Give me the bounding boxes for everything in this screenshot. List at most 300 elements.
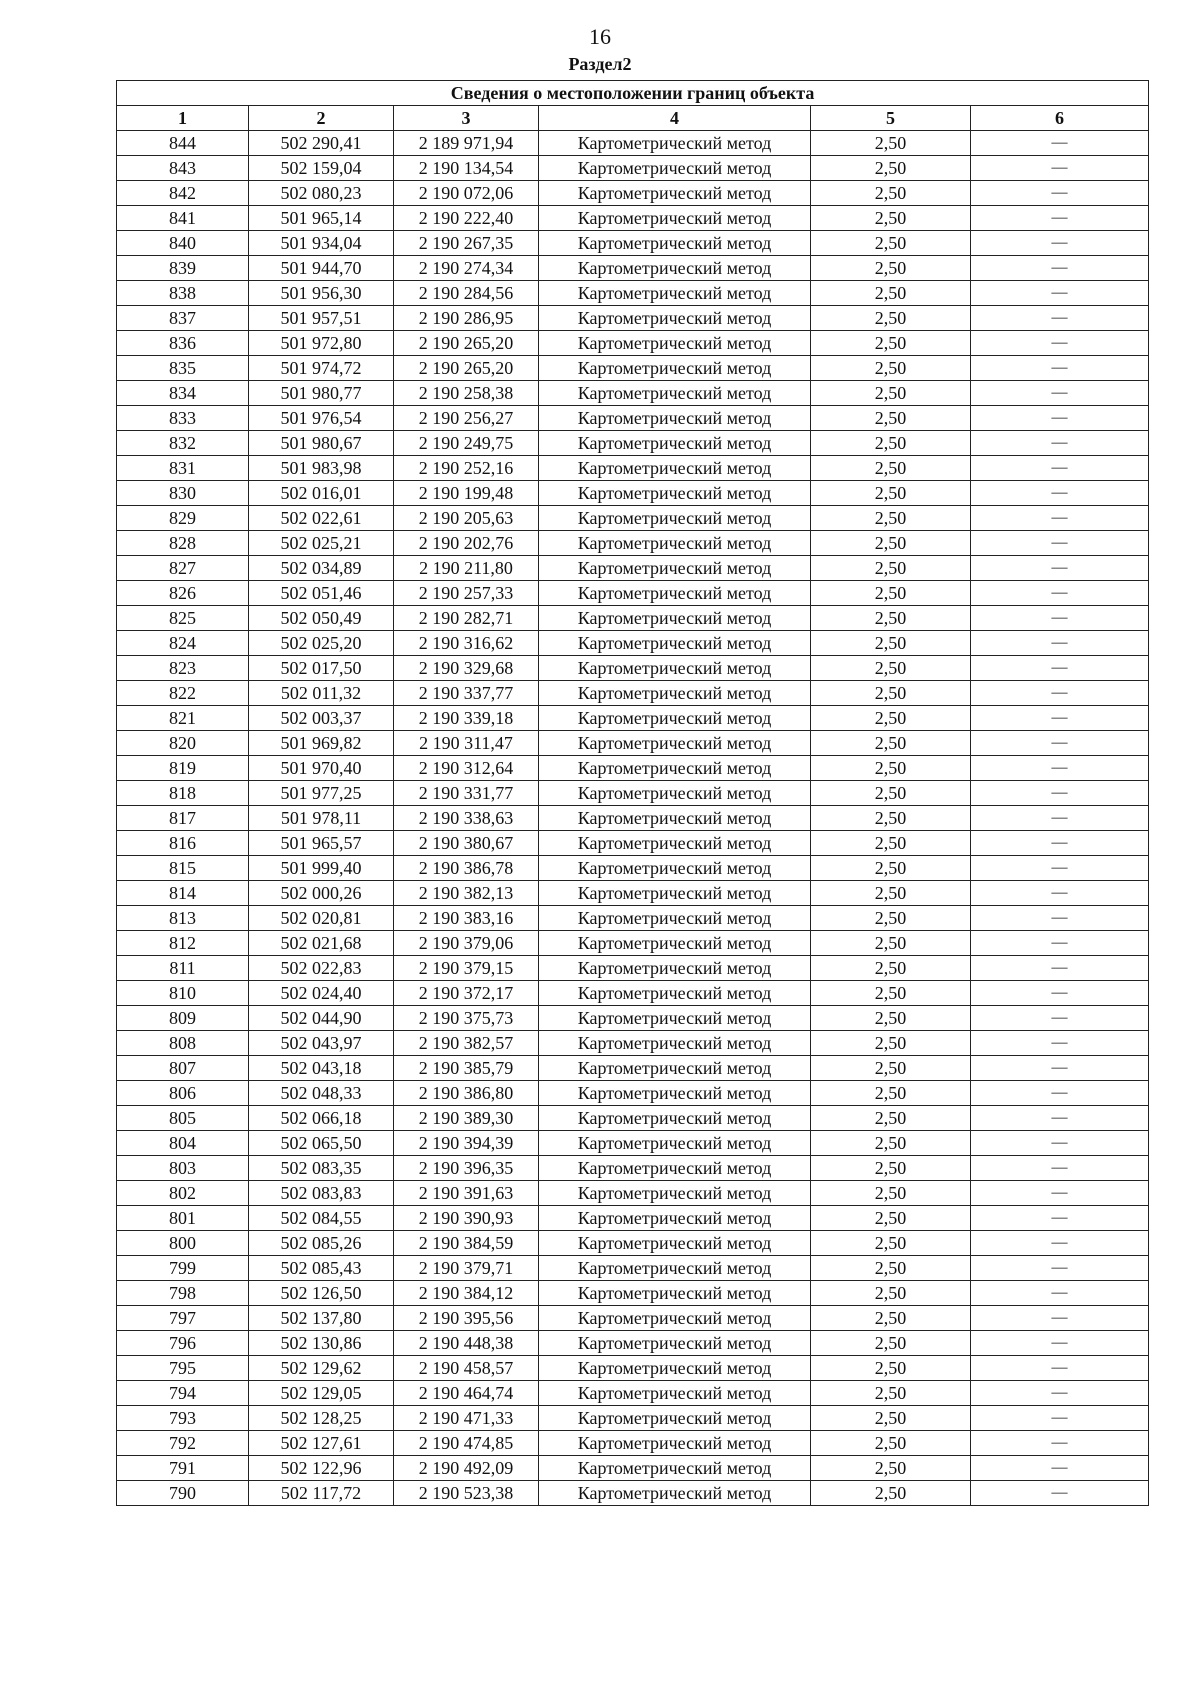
- description-cell: —: [971, 1006, 1149, 1031]
- accuracy-cell: 2,50: [811, 1431, 971, 1456]
- x-coordinate-cell: 502 129,62: [249, 1356, 394, 1381]
- accuracy-cell: 2,50: [811, 381, 971, 406]
- table-row: [117, 1181, 1149, 1206]
- y-coordinate-cell: 2 190 394,39: [394, 1131, 539, 1156]
- col-header-accuracy: 5: [811, 106, 971, 131]
- x-coordinate-cell: 501 970,40: [249, 756, 394, 781]
- accuracy-cell: 2,50: [811, 1131, 971, 1156]
- method-cell: Картометрический метод: [539, 956, 811, 981]
- point-number-cell: 829: [117, 506, 249, 531]
- point-number-cell: 825: [117, 606, 249, 631]
- y-coordinate-cell: 2 190 338,63: [394, 806, 539, 831]
- method-cell: Картометрический метод: [539, 506, 811, 531]
- y-coordinate-cell: 2 190 385,79: [394, 1056, 539, 1081]
- y-coordinate-cell: 2 190 312,64: [394, 756, 539, 781]
- y-coordinate-cell: 2 190 390,93: [394, 1206, 539, 1231]
- y-coordinate-cell: 2 190 384,12: [394, 1281, 539, 1306]
- point-number-cell: 833: [117, 406, 249, 431]
- description-cell: —: [971, 1406, 1149, 1431]
- accuracy-cell: 2,50: [811, 581, 971, 606]
- accuracy-cell: 2,50: [811, 631, 971, 656]
- description-cell: —: [971, 831, 1149, 856]
- table-head: [117, 81, 1149, 131]
- description-cell: —: [971, 556, 1149, 581]
- accuracy-cell: 2,50: [811, 1256, 971, 1281]
- table-row: [117, 1431, 1149, 1456]
- x-coordinate-cell: 502 085,43: [249, 1256, 394, 1281]
- method-cell: Картометрический метод: [539, 931, 811, 956]
- accuracy-cell: 2,50: [811, 1331, 971, 1356]
- x-coordinate-cell: 502 025,21: [249, 531, 394, 556]
- method-cell: Картометрический метод: [539, 1156, 811, 1181]
- method-cell: Картометрический метод: [539, 1106, 811, 1131]
- x-coordinate-cell: 502 000,26: [249, 881, 394, 906]
- accuracy-cell: 2,50: [811, 656, 971, 681]
- x-coordinate-cell: 501 944,70: [249, 256, 394, 281]
- point-number-cell: 799: [117, 1256, 249, 1281]
- x-coordinate-cell: 502 003,37: [249, 706, 394, 731]
- table-row: [117, 1381, 1149, 1406]
- method-cell: Картометрический метод: [539, 406, 811, 431]
- description-cell: —: [971, 1431, 1149, 1456]
- table-caption: Сведения о местоположении границ объекта: [117, 81, 1149, 106]
- description-cell: —: [971, 706, 1149, 731]
- table-row: [117, 1256, 1149, 1281]
- method-cell: Картометрический метод: [539, 1006, 811, 1031]
- description-cell: —: [971, 331, 1149, 356]
- x-coordinate-cell: 501 983,98: [249, 456, 394, 481]
- method-cell: Картометрический метод: [539, 1056, 811, 1081]
- x-coordinate-cell: 502 025,20: [249, 631, 394, 656]
- point-number-cell: 827: [117, 556, 249, 581]
- method-cell: Картометрический метод: [539, 306, 811, 331]
- point-number-cell: 828: [117, 531, 249, 556]
- method-cell: Картометрический метод: [539, 681, 811, 706]
- table-row: [117, 256, 1149, 281]
- accuracy-cell: 2,50: [811, 1006, 971, 1031]
- point-number-cell: 820: [117, 731, 249, 756]
- accuracy-cell: 2,50: [811, 1481, 971, 1506]
- accuracy-cell: 2,50: [811, 206, 971, 231]
- method-cell: Картометрический метод: [539, 831, 811, 856]
- point-number-cell: 805: [117, 1106, 249, 1131]
- method-cell: Картометрический метод: [539, 381, 811, 406]
- description-cell: —: [971, 281, 1149, 306]
- point-number-cell: 814: [117, 881, 249, 906]
- point-number-cell: 840: [117, 231, 249, 256]
- point-number-cell: 826: [117, 581, 249, 606]
- table-row: [117, 931, 1149, 956]
- description-cell: —: [971, 881, 1149, 906]
- y-coordinate-cell: 2 190 222,40: [394, 206, 539, 231]
- y-coordinate-cell: 2 190 257,33: [394, 581, 539, 606]
- table-row: [117, 1206, 1149, 1231]
- x-coordinate-cell: 502 080,23: [249, 181, 394, 206]
- y-coordinate-cell: 2 190 492,09: [394, 1456, 539, 1481]
- accuracy-cell: 2,50: [811, 1406, 971, 1431]
- point-number-cell: 815: [117, 856, 249, 881]
- x-coordinate-cell: 501 980,67: [249, 431, 394, 456]
- y-coordinate-cell: 2 190 372,17: [394, 981, 539, 1006]
- point-number-cell: 824: [117, 631, 249, 656]
- x-coordinate-cell: 502 043,97: [249, 1031, 394, 1056]
- y-coordinate-cell: 2 190 205,63: [394, 506, 539, 531]
- y-coordinate-cell: 2 190 395,56: [394, 1306, 539, 1331]
- description-cell: —: [971, 656, 1149, 681]
- method-cell: Картометрический метод: [539, 1206, 811, 1231]
- x-coordinate-cell: 502 020,81: [249, 906, 394, 931]
- point-number-cell: 806: [117, 1081, 249, 1106]
- description-cell: —: [971, 756, 1149, 781]
- x-coordinate-cell: 501 965,14: [249, 206, 394, 231]
- y-coordinate-cell: 2 190 329,68: [394, 656, 539, 681]
- table-row: [117, 231, 1149, 256]
- point-number-cell: 831: [117, 456, 249, 481]
- method-cell: Картометрический метод: [539, 1381, 811, 1406]
- point-number-cell: 800: [117, 1231, 249, 1256]
- x-coordinate-cell: 502 128,25: [249, 1406, 394, 1431]
- table-row: [117, 1406, 1149, 1431]
- point-number-cell: 795: [117, 1356, 249, 1381]
- y-coordinate-cell: 2 190 382,57: [394, 1031, 539, 1056]
- accuracy-cell: 2,50: [811, 456, 971, 481]
- method-cell: Картометрический метод: [539, 531, 811, 556]
- method-cell: Картометрический метод: [539, 606, 811, 631]
- description-cell: —: [971, 1456, 1149, 1481]
- x-coordinate-cell: 501 977,25: [249, 781, 394, 806]
- table-row: [117, 981, 1149, 1006]
- x-coordinate-cell: 501 976,54: [249, 406, 394, 431]
- table-row: [117, 1031, 1149, 1056]
- accuracy-cell: 2,50: [811, 406, 971, 431]
- y-coordinate-cell: 2 190 386,80: [394, 1081, 539, 1106]
- y-coordinate-cell: 2 190 471,33: [394, 1406, 539, 1431]
- x-coordinate-cell: 501 934,04: [249, 231, 394, 256]
- method-cell: Картометрический метод: [539, 431, 811, 456]
- description-cell: —: [971, 981, 1149, 1006]
- y-coordinate-cell: 2 190 311,47: [394, 731, 539, 756]
- column-header-row: [117, 106, 1149, 131]
- point-number-cell: 817: [117, 806, 249, 831]
- point-number-cell: 797: [117, 1306, 249, 1331]
- description-cell: —: [971, 1031, 1149, 1056]
- method-cell: Картометрический метод: [539, 1181, 811, 1206]
- method-cell: Картометрический метод: [539, 231, 811, 256]
- accuracy-cell: 2,50: [811, 606, 971, 631]
- description-cell: —: [971, 806, 1149, 831]
- x-coordinate-cell: 502 065,50: [249, 1131, 394, 1156]
- accuracy-cell: 2,50: [811, 1281, 971, 1306]
- description-cell: —: [971, 206, 1149, 231]
- point-number-cell: 834: [117, 381, 249, 406]
- accuracy-cell: 2,50: [811, 481, 971, 506]
- point-number-cell: 837: [117, 306, 249, 331]
- method-cell: Картометрический метод: [539, 1281, 811, 1306]
- col-header-method: 4: [539, 106, 811, 131]
- table-row: [117, 831, 1149, 856]
- method-cell: Картометрический метод: [539, 1131, 811, 1156]
- table-row: [117, 1081, 1149, 1106]
- x-coordinate-cell: 502 016,01: [249, 481, 394, 506]
- table-row: [117, 1131, 1149, 1156]
- accuracy-cell: 2,50: [811, 506, 971, 531]
- point-number-cell: 802: [117, 1181, 249, 1206]
- x-coordinate-cell: 501 956,30: [249, 281, 394, 306]
- table-row: [117, 131, 1149, 156]
- description-cell: —: [971, 1481, 1149, 1506]
- y-coordinate-cell: 2 190 286,95: [394, 306, 539, 331]
- y-coordinate-cell: 2 190 202,76: [394, 531, 539, 556]
- point-number-cell: 804: [117, 1131, 249, 1156]
- y-coordinate-cell: 2 190 265,20: [394, 356, 539, 381]
- method-cell: Картометрический метод: [539, 756, 811, 781]
- y-coordinate-cell: 2 190 464,74: [394, 1381, 539, 1406]
- description-cell: —: [971, 1331, 1149, 1356]
- x-coordinate-cell: 502 083,83: [249, 1181, 394, 1206]
- x-coordinate-cell: 502 050,49: [249, 606, 394, 631]
- y-coordinate-cell: 2 189 971,94: [394, 131, 539, 156]
- accuracy-cell: 2,50: [811, 831, 971, 856]
- table-row: [117, 331, 1149, 356]
- x-coordinate-cell: 502 043,18: [249, 1056, 394, 1081]
- table-row: [117, 1356, 1149, 1381]
- description-cell: —: [971, 1106, 1149, 1131]
- table-row: [117, 731, 1149, 756]
- y-coordinate-cell: 2 190 386,78: [394, 856, 539, 881]
- point-number-cell: 839: [117, 256, 249, 281]
- y-coordinate-cell: 2 190 391,63: [394, 1181, 539, 1206]
- description-cell: —: [971, 1181, 1149, 1206]
- method-cell: Картометрический метод: [539, 206, 811, 231]
- accuracy-cell: 2,50: [811, 931, 971, 956]
- x-coordinate-cell: 501 999,40: [249, 856, 394, 881]
- description-cell: —: [971, 781, 1149, 806]
- description-cell: —: [971, 156, 1149, 181]
- y-coordinate-cell: 2 190 211,80: [394, 556, 539, 581]
- method-cell: Картометрический метод: [539, 581, 811, 606]
- page-number: 16: [589, 24, 611, 49]
- table-row: [117, 1306, 1149, 1331]
- description-cell: —: [971, 856, 1149, 881]
- y-coordinate-cell: 2 190 379,15: [394, 956, 539, 981]
- table-row: [117, 756, 1149, 781]
- description-cell: —: [971, 431, 1149, 456]
- table-row: [117, 1231, 1149, 1256]
- table-row: [117, 631, 1149, 656]
- description-cell: —: [971, 1356, 1149, 1381]
- y-coordinate-cell: 2 190 474,85: [394, 1431, 539, 1456]
- description-cell: —: [971, 631, 1149, 656]
- x-coordinate-cell: 502 130,86: [249, 1331, 394, 1356]
- accuracy-cell: 2,50: [811, 1106, 971, 1131]
- table-row: [117, 181, 1149, 206]
- x-coordinate-cell: 502 122,96: [249, 1456, 394, 1481]
- x-coordinate-cell: 502 048,33: [249, 1081, 394, 1106]
- table-row: [117, 1006, 1149, 1031]
- x-coordinate-cell: 502 126,50: [249, 1281, 394, 1306]
- point-number-cell: 813: [117, 906, 249, 931]
- point-number-cell: 838: [117, 281, 249, 306]
- method-cell: Картометрический метод: [539, 881, 811, 906]
- accuracy-cell: 2,50: [811, 1356, 971, 1381]
- accuracy-cell: 2,50: [811, 956, 971, 981]
- description-cell: —: [971, 1306, 1149, 1331]
- table-row: [117, 481, 1149, 506]
- y-coordinate-cell: 2 190 267,35: [394, 231, 539, 256]
- x-coordinate-cell: 502 127,61: [249, 1431, 394, 1456]
- caption-row: [117, 81, 1149, 106]
- table-row: [117, 1481, 1149, 1506]
- accuracy-cell: 2,50: [811, 1056, 971, 1081]
- point-number-cell: 801: [117, 1206, 249, 1231]
- table-row: [117, 906, 1149, 931]
- accuracy-cell: 2,50: [811, 1456, 971, 1481]
- y-coordinate-cell: 2 190 199,48: [394, 481, 539, 506]
- y-coordinate-cell: 2 190 339,18: [394, 706, 539, 731]
- table-row: [117, 581, 1149, 606]
- y-coordinate-cell: 2 190 331,77: [394, 781, 539, 806]
- y-coordinate-cell: 2 190 382,13: [394, 881, 539, 906]
- method-cell: Картометрический метод: [539, 1456, 811, 1481]
- point-number-cell: 790: [117, 1481, 249, 1506]
- x-coordinate-cell: 502 022,61: [249, 506, 394, 531]
- x-coordinate-cell: 502 129,05: [249, 1381, 394, 1406]
- x-coordinate-cell: 501 980,77: [249, 381, 394, 406]
- x-coordinate-cell: 502 024,40: [249, 981, 394, 1006]
- accuracy-cell: 2,50: [811, 806, 971, 831]
- table-row: [117, 856, 1149, 881]
- point-number-cell: 808: [117, 1031, 249, 1056]
- x-coordinate-cell: 502 011,32: [249, 681, 394, 706]
- accuracy-cell: 2,50: [811, 531, 971, 556]
- method-cell: Картометрический метод: [539, 906, 811, 931]
- method-cell: Картометрический метод: [539, 481, 811, 506]
- point-number-cell: 811: [117, 956, 249, 981]
- point-number-cell: 819: [117, 756, 249, 781]
- accuracy-cell: 2,50: [811, 881, 971, 906]
- accuracy-cell: 2,50: [811, 1306, 971, 1331]
- point-number-cell: 812: [117, 931, 249, 956]
- y-coordinate-cell: 2 190 284,56: [394, 281, 539, 306]
- x-coordinate-cell: 501 957,51: [249, 306, 394, 331]
- accuracy-cell: 2,50: [811, 1181, 971, 1206]
- point-number-cell: 832: [117, 431, 249, 456]
- accuracy-cell: 2,50: [811, 131, 971, 156]
- point-number-cell: 810: [117, 981, 249, 1006]
- description-cell: —: [971, 1281, 1149, 1306]
- table-row: [117, 281, 1149, 306]
- y-coordinate-cell: 2 190 448,38: [394, 1331, 539, 1356]
- table-row: [117, 781, 1149, 806]
- point-number-cell: 796: [117, 1331, 249, 1356]
- description-cell: —: [971, 1156, 1149, 1181]
- table-row: [117, 1281, 1149, 1306]
- method-cell: Картометрический метод: [539, 1431, 811, 1456]
- accuracy-cell: 2,50: [811, 731, 971, 756]
- table-row: [117, 706, 1149, 731]
- point-number-cell: 807: [117, 1056, 249, 1081]
- table-row: [117, 456, 1149, 481]
- method-cell: Картометрический метод: [539, 856, 811, 881]
- accuracy-cell: 2,50: [811, 1231, 971, 1256]
- method-cell: Картометрический метод: [539, 706, 811, 731]
- x-coordinate-cell: 501 978,11: [249, 806, 394, 831]
- accuracy-cell: 2,50: [811, 181, 971, 206]
- method-cell: Картометрический метод: [539, 1481, 811, 1506]
- x-coordinate-cell: 502 051,46: [249, 581, 394, 606]
- y-coordinate-cell: 2 190 249,75: [394, 431, 539, 456]
- description-cell: —: [971, 1056, 1149, 1081]
- y-coordinate-cell: 2 190 389,30: [394, 1106, 539, 1131]
- y-coordinate-cell: 2 190 337,77: [394, 681, 539, 706]
- description-cell: —: [971, 931, 1149, 956]
- method-cell: Картометрический метод: [539, 1081, 811, 1106]
- accuracy-cell: 2,50: [811, 706, 971, 731]
- point-number-cell: 836: [117, 331, 249, 356]
- table-row: [117, 956, 1149, 981]
- table-row: [117, 406, 1149, 431]
- y-coordinate-cell: 2 190 458,57: [394, 1356, 539, 1381]
- x-coordinate-cell: 501 969,82: [249, 731, 394, 756]
- boundary-coordinates-table: [116, 80, 1149, 1506]
- accuracy-cell: 2,50: [811, 681, 971, 706]
- table-row: [117, 506, 1149, 531]
- col-header-description: 6: [971, 106, 1149, 131]
- method-cell: Картометрический метод: [539, 556, 811, 581]
- y-coordinate-cell: 2 190 383,16: [394, 906, 539, 931]
- accuracy-cell: 2,50: [811, 431, 971, 456]
- accuracy-cell: 2,50: [811, 756, 971, 781]
- y-coordinate-cell: 2 190 274,34: [394, 256, 539, 281]
- description-cell: —: [971, 256, 1149, 281]
- method-cell: Картометрический метод: [539, 731, 811, 756]
- y-coordinate-cell: 2 190 379,71: [394, 1256, 539, 1281]
- x-coordinate-cell: 502 034,89: [249, 556, 394, 581]
- description-cell: —: [971, 506, 1149, 531]
- method-cell: Картометрический метод: [539, 631, 811, 656]
- description-cell: —: [971, 1231, 1149, 1256]
- x-coordinate-cell: 502 021,68: [249, 931, 394, 956]
- table-row: [117, 306, 1149, 331]
- table-body: [117, 131, 1149, 1506]
- method-cell: Картометрический метод: [539, 156, 811, 181]
- y-coordinate-cell: 2 190 258,38: [394, 381, 539, 406]
- y-coordinate-cell: 2 190 282,71: [394, 606, 539, 631]
- method-cell: Картометрический метод: [539, 1306, 811, 1331]
- point-number-cell: 803: [117, 1156, 249, 1181]
- table-row: [117, 606, 1149, 631]
- y-coordinate-cell: 2 190 523,38: [394, 1481, 539, 1506]
- table-row: [117, 881, 1149, 906]
- x-coordinate-cell: 501 965,57: [249, 831, 394, 856]
- point-number-cell: 841: [117, 206, 249, 231]
- accuracy-cell: 2,50: [811, 906, 971, 931]
- table-row: [117, 431, 1149, 456]
- description-cell: —: [971, 306, 1149, 331]
- point-number-cell: 835: [117, 356, 249, 381]
- description-cell: —: [971, 406, 1149, 431]
- table-row: [117, 381, 1149, 406]
- y-coordinate-cell: 2 190 072,06: [394, 181, 539, 206]
- method-cell: Картометрический метод: [539, 1231, 811, 1256]
- y-coordinate-cell: 2 190 316,62: [394, 631, 539, 656]
- method-cell: Картометрический метод: [539, 281, 811, 306]
- point-number-cell: 830: [117, 481, 249, 506]
- point-number-cell: 816: [117, 831, 249, 856]
- y-coordinate-cell: 2 190 134,54: [394, 156, 539, 181]
- table-row: [117, 1156, 1149, 1181]
- accuracy-cell: 2,50: [811, 331, 971, 356]
